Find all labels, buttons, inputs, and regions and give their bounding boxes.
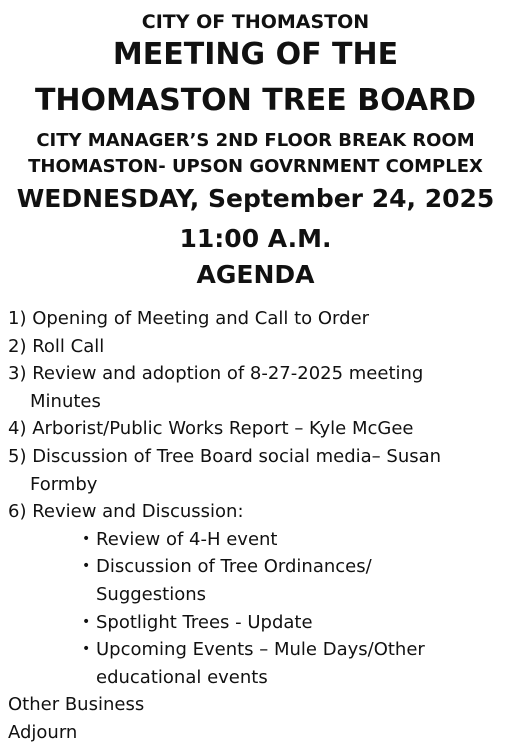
- agenda-item-6-subitems: [8, 526, 508, 692]
- agenda-adjourn: [8, 719, 508, 747]
- agenda-item-1: [8, 305, 508, 333]
- subitem-2-text-line-2: Suggestions: [96, 583, 206, 605]
- agenda-list: [8, 305, 508, 747]
- bullet-icon: •: [82, 530, 91, 547]
- subitem-4: [82, 636, 508, 691]
- location-line-2: THOMASTON- UPSON GOVRNMENT COMPLEX: [28, 156, 483, 177]
- agenda-item-2: [8, 333, 508, 361]
- adjourn-text: Adjourn: [8, 721, 78, 743]
- agenda-item-2-text: 2) Roll Call: [8, 335, 105, 357]
- city-name: CITY OF THOMASTON: [141, 11, 370, 33]
- subitem-2: [82, 553, 508, 608]
- other-business-text: Other Business: [8, 694, 145, 716]
- subitem-1-text: Review of 4-H event: [96, 528, 278, 550]
- meeting-title-line-2: THOMASTON TREE BOARD: [34, 83, 477, 118]
- subitem-3-text: Spotlight Trees - Update: [96, 611, 313, 633]
- agenda-item-3-text-line-1: 3) Review and adoption of 8-27-2025 meeting: [8, 363, 424, 385]
- bullet-icon: •: [82, 558, 91, 575]
- agenda-item-3: [8, 360, 508, 415]
- agenda-item-3-text-line-2: Minutes: [30, 390, 101, 412]
- subitem-4-text-line-1: Upcoming Events – Mule Days/Other: [96, 639, 425, 661]
- agenda-item-5: [8, 443, 508, 498]
- agenda-item-6-text: 6) Review and Discussion:: [8, 501, 244, 523]
- subitem-4-text-line-2: educational events: [96, 666, 268, 688]
- subitem-3: [82, 609, 508, 637]
- meeting-date: WEDNESDAY, September 24, 2025: [16, 184, 495, 213]
- agenda-heading: AGENDA: [196, 260, 315, 289]
- location-line-1: CITY MANAGER’S 2ND FLOOR BREAK ROOM: [36, 130, 475, 151]
- meeting-title-line-1: MEETING OF THE: [112, 37, 399, 72]
- agenda-item-5-text-line-2: Formby: [30, 473, 98, 495]
- agenda-item-1-text: 1) Opening of Meeting and Call to Order: [8, 308, 370, 329]
- subitem-1: [82, 526, 508, 554]
- subitem-2-text-line-1: Discussion of Tree Ordinances/: [96, 556, 372, 578]
- bullet-icon: •: [82, 641, 91, 658]
- agenda-item-5-text-line-1: 5) Discussion of Tree Board social media– Susan: [8, 445, 442, 467]
- agenda-item-4: [8, 415, 508, 443]
- meeting-time: 11:00 A.M.: [179, 224, 332, 253]
- bullet-icon: •: [82, 613, 91, 630]
- agenda-other-business: [8, 691, 508, 719]
- agenda-item-4-text: 4) Arborist/Public Works Report – Kyle McGee: [8, 418, 414, 440]
- agenda-item-6: [8, 498, 508, 691]
